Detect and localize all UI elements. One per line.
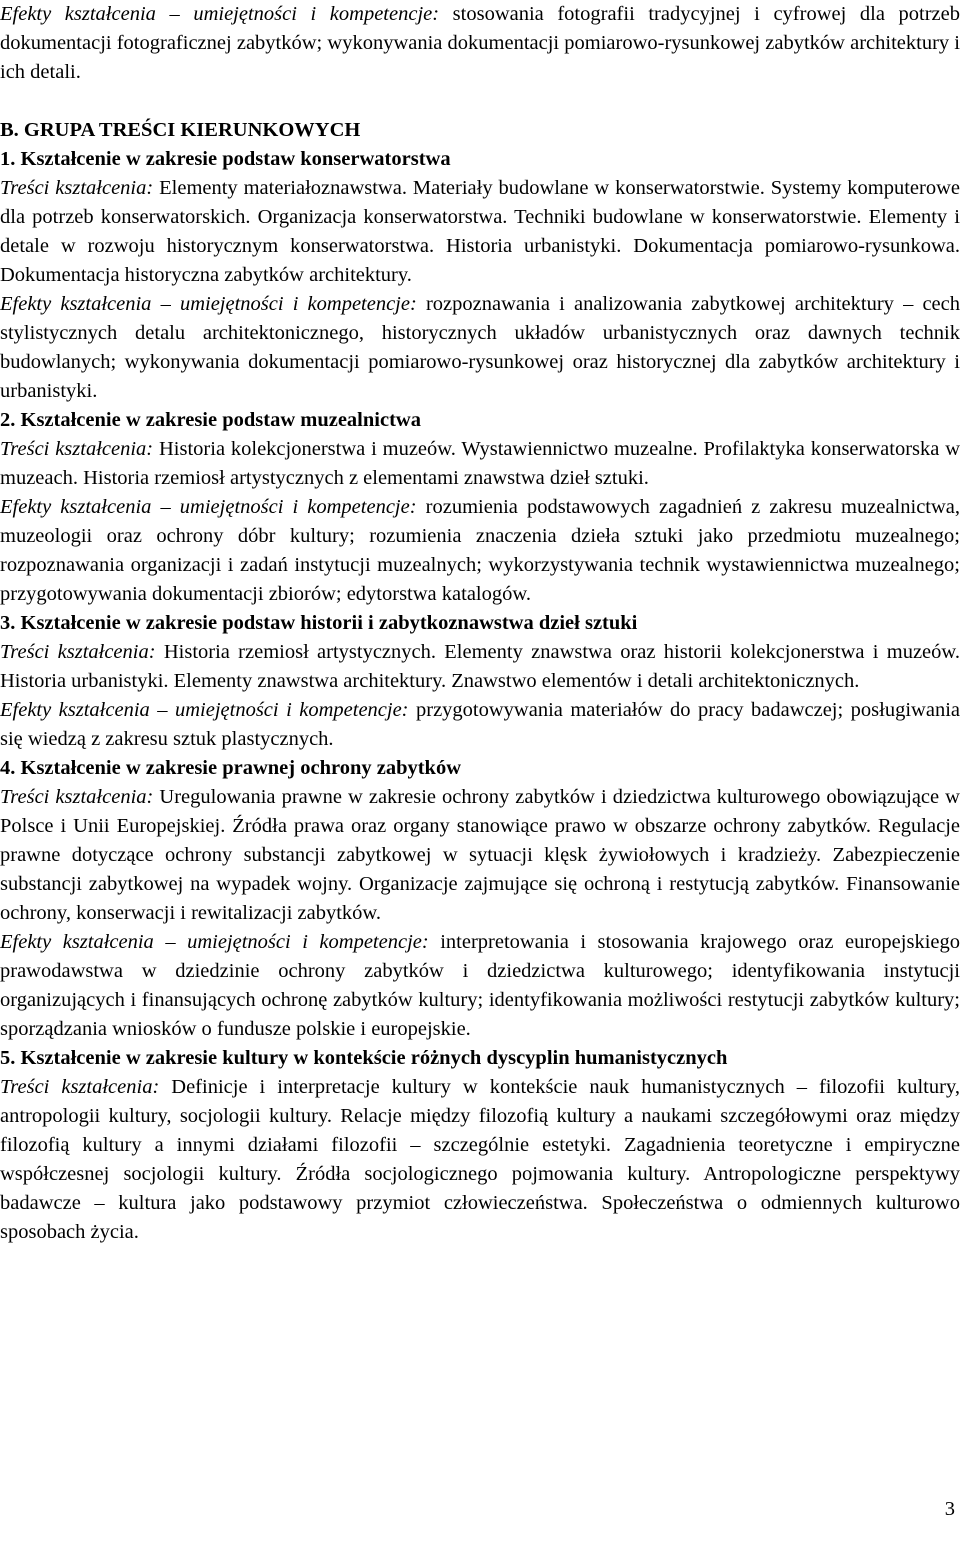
section-heading: 1. Kształcenie w zakresie podstaw konserwatorstwa [0, 148, 451, 170]
section-heading: 3. Kształcenie w zakresie podstaw historii i zabytkoznawstwa dzieł sztuki [0, 612, 638, 634]
section-heading: 4. Kształcenie w zakresie prawnej ochrony zabytków [0, 757, 462, 779]
section-effects-paragraph [0, 696, 960, 754]
section-heading: 5. Kształcenie w zakresie kultury w kontekście różnych dyscyplin humanistycznych [0, 1047, 728, 1069]
section-effects-paragraph [0, 290, 960, 406]
content-text: Definicje i interpretacje kultury w kontekście nauk humanistycznych – filozofii kultury, antropologii kultury, socjologii kultury. Relacje między filozofią kultury a naukami szczegółowymi oraz między filozofią kultury a innymi działami filozofii – szczególnie estetyki. Zagadnienia teoretyczne i empiryczne współczesnej socjologii kultury. Źródła socjologicznego pojmowania kultury. Antropologiczne perspektywy badawcze – kultura jako podstawowy przymiot człowieczeństwa. Społeczeństwa o odmiennych kulturowo sposobach życia. [0, 1076, 960, 1243]
effects-label: Efekty kształcenia – umiejętności i kompetencje: [0, 3, 440, 25]
effects-text: rozpoznawania i analizowania zabytkowej architektury – cech stylistycznych detalu architektonicznego, historycznych układów urbanistycznych oraz dawnych technik budowlanych; wykonywania dokumentacji pomiarowo-rysunkowej oraz historycznej dla zabytków architektury i urbanistyki. [0, 293, 960, 402]
effects-label: Efekty kształcenia – umiejętności i kompetencje: [0, 293, 417, 315]
content-text: Uregulowania prawne w zakresie ochrony zabytków i dziedzictwa kulturowego obowiązujące w Polsce i Unii Europejskiej. Źródła prawa oraz organy stanowiące prawo w obszarze ochrony zabytków. Regulacje prawne dotyczące ochrony substancji zabytkowej w sytuacji klęsk żywiołowych i kradzieży. Zabezpieczenie substancji zabytkowej na wypadek wojny. Organizacje zajmujące się ochroną i restytucją zabytków. Finansowanie ochrony, konserwacji i rewitalizacji zabytków. [0, 786, 960, 924]
section-effects-paragraph [0, 928, 960, 1044]
effects-label: Efekty kształcenia – umiejętności i kompetencje: [0, 699, 409, 721]
effects-text: interpretowania i stosowania krajowego oraz europejskiego prawodawstwa w dziedzinie ochrony zabytków i dziedzictwa kulturowego; identyfikowania instytucji organizujących i finansujących ochronę zabytków kultury; identyfikowania możliwości restytucji zabytków kultury; sporządzania wniosków o fundusze polskie i europejskie. [0, 931, 960, 1040]
section-effects-paragraph [0, 493, 960, 609]
effects-text: rozumienia podstawowych zagadnień z zakresu muzealnictwa, muzeologii oraz ochrony dóbr kultury; rozumienia znaczenia dzieła sztuki jako przedmiotu muzealnego; rozpoznawania organizacji i zadań instytucji muzealnych; wykorzystywania technik wystawiennictwa muzealnego; przygotowywania dokumentacji zbiorów; edytorstwa katalogów. [0, 496, 960, 605]
section-heading: 2. Kształcenie w zakresie podstaw muzealnictwa [0, 409, 421, 431]
section-content-paragraph [0, 435, 960, 493]
content-label: Treści kształcenia: [0, 641, 156, 663]
content-label: Treści kształcenia: [0, 1076, 160, 1098]
effects-text: stosowania fotografii tradycyjnej i cyfrowej dla potrzeb dokumentacji fotograficznej zabytków; wykonywania dokumentacji pomiarowo-rysunkowej zabytków architektury i ich detali. [0, 3, 960, 83]
section-content-paragraph [0, 638, 960, 696]
effects-label: Efekty kształcenia – umiejętności i kompetencje: [0, 496, 417, 518]
content-text: Historia kolekcjonerstwa i muzeów. Wystawiennictwo muzealne. Profilaktyka konserwatorska w muzeach. Historia rzemiosł artystycznych z elementami znawstwa dzieł sztuki. [0, 438, 960, 489]
content-text: Historia rzemiosł artystycznych. Elementy znawstwa oraz historii kolekcjonerstwa i muzeów. Historia urbanistyki. Elementy znawstwa architektury. Znawstwo elementów i detali architektonicznych. [0, 641, 960, 692]
section-content-paragraph [0, 783, 960, 928]
intro-effects-paragraph [0, 0, 960, 87]
section-content-paragraph [0, 174, 960, 290]
content-label: Treści kształcenia: [0, 177, 154, 199]
content-label: Treści kształcenia: [0, 786, 154, 808]
section-content-paragraph [0, 1073, 960, 1247]
page-number: 3 [944, 1498, 955, 1520]
effects-text: przygotowywania materiałów do pracy badawczej; posługiwania się wiedzą z zakresu sztuk plastycznych. [0, 699, 960, 750]
group-heading: B. GRUPA TREŚCI KIERUNKOWYCH [0, 119, 361, 141]
content-label: Treści kształcenia: [0, 438, 154, 460]
content-text: Elementy materiałoznawstwa. Materiały budowlane w konserwatorstwie. Systemy komputerowe dla potrzeb konserwatorskich. Organizacja konserwatorstwa. Techniki budowlane w konserwatorstwie. Elementy i detale w rozwoju historycznym konserwatorstwa. Historia urbanistyki. Dokumentacja pomiarowo-rysunkowa. Dokumentacja historyczna zabytków architektury. [0, 177, 960, 286]
effects-label: Efekty kształcenia – umiejętności i kompetencje: [0, 931, 429, 953]
